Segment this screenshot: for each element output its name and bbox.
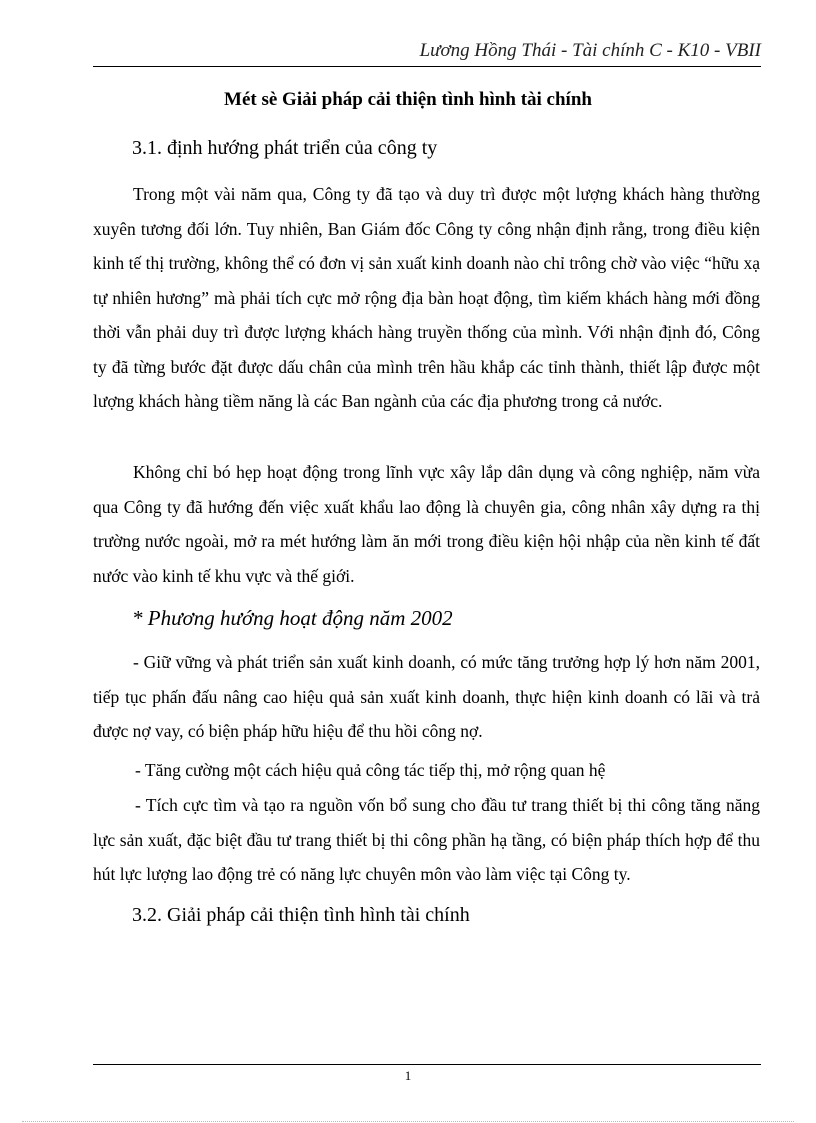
paragraph-2: Không chỉ bó hẹp hoạt động trong lĩnh vực xây lắp dân dụng và công nghiệp, năm vừa qua Công ty đã hướng đến việc xuất khẩu lao động là chuyên gia, công nhân xây dựng ra thị trường nước ngoài, mở ra mét hướng làm ăn mới trong điều kiện hội nhập của nền kinh tế đất nước vào kinh tế khu vực và thế giới.: [93, 462, 760, 586]
bullet-item-2: - Tăng cường một cách hiệu quả công tác tiếp thị, mở rộng quan hệ: [135, 760, 606, 780]
footer-divider: [93, 1064, 761, 1065]
running-header: Lương Hồng Thái - Tài chính C - K10 - VBII: [419, 40, 761, 61]
document-title: Mét sè Giải pháp cải thiện tình hình tài chính: [224, 89, 592, 110]
subheading-plan-2002: * Phương hướng hoạt động năm 2002: [132, 606, 453, 630]
header-divider: [93, 66, 761, 67]
section-heading-3-1: 3.1. định hướng phát triển của công ty: [132, 137, 438, 159]
page-edge-divider: [22, 1121, 794, 1122]
bullet-item-3: - Tích cực tìm và tạo ra nguồn vốn bổ sung cho đầu tư trang thiết bị thi công tăng năng lực sản xuất, đặc biệt đầu tư trang thiết bị thi công phần hạ tầng, có biện pháp thích hợp để thu hút lực lượng lao động trẻ có năng lực chuyên môn vào làm việc tại Công ty.: [93, 795, 760, 884]
bullet-item-1: - Giữ vững và phát triển sản xuất kinh doanh, có mức tăng trưởng hợp lý hơn năm 2001, tiếp tục phấn đấu nâng cao hiệu quả sản xuất kinh doanh, thực hiện kinh doanh có lãi và trả được nợ vay, có biện pháp hữu hiệu để thu hồi công nợ.: [93, 652, 760, 741]
page-number: 1: [404, 1068, 412, 1083]
section-heading-3-2: 3.2. Giải pháp cải thiện tình hình tài chính: [132, 904, 470, 926]
paragraph-1: Trong một vài năm qua, Công ty đã tạo và duy trì được một lượng khách hàng thường xuyên tương đối lớn. Tuy nhiên, Ban Giám đốc Công ty công nhận định rằng, trong điều kiện kinh tế thị trường, không thể có đơn vị sản xuất kinh doanh nào chỉ trông chờ vào việc “hữu xạ tự nhiên hương” mà phải tích cực mở rộng địa bàn hoạt động, tìm kiếm khách hàng mới đồng thời vẫn phải duy trì được lượng khách hàng truyền thống của mình. Với nhận định đó, Công ty đã từng bước đặt được dấu chân của mình trên hầu khắp các tỉnh thành, thiết lập được một lượng khách hàng tiềm năng là các Ban ngành của các địa phương trong cả nước.: [93, 184, 760, 411]
